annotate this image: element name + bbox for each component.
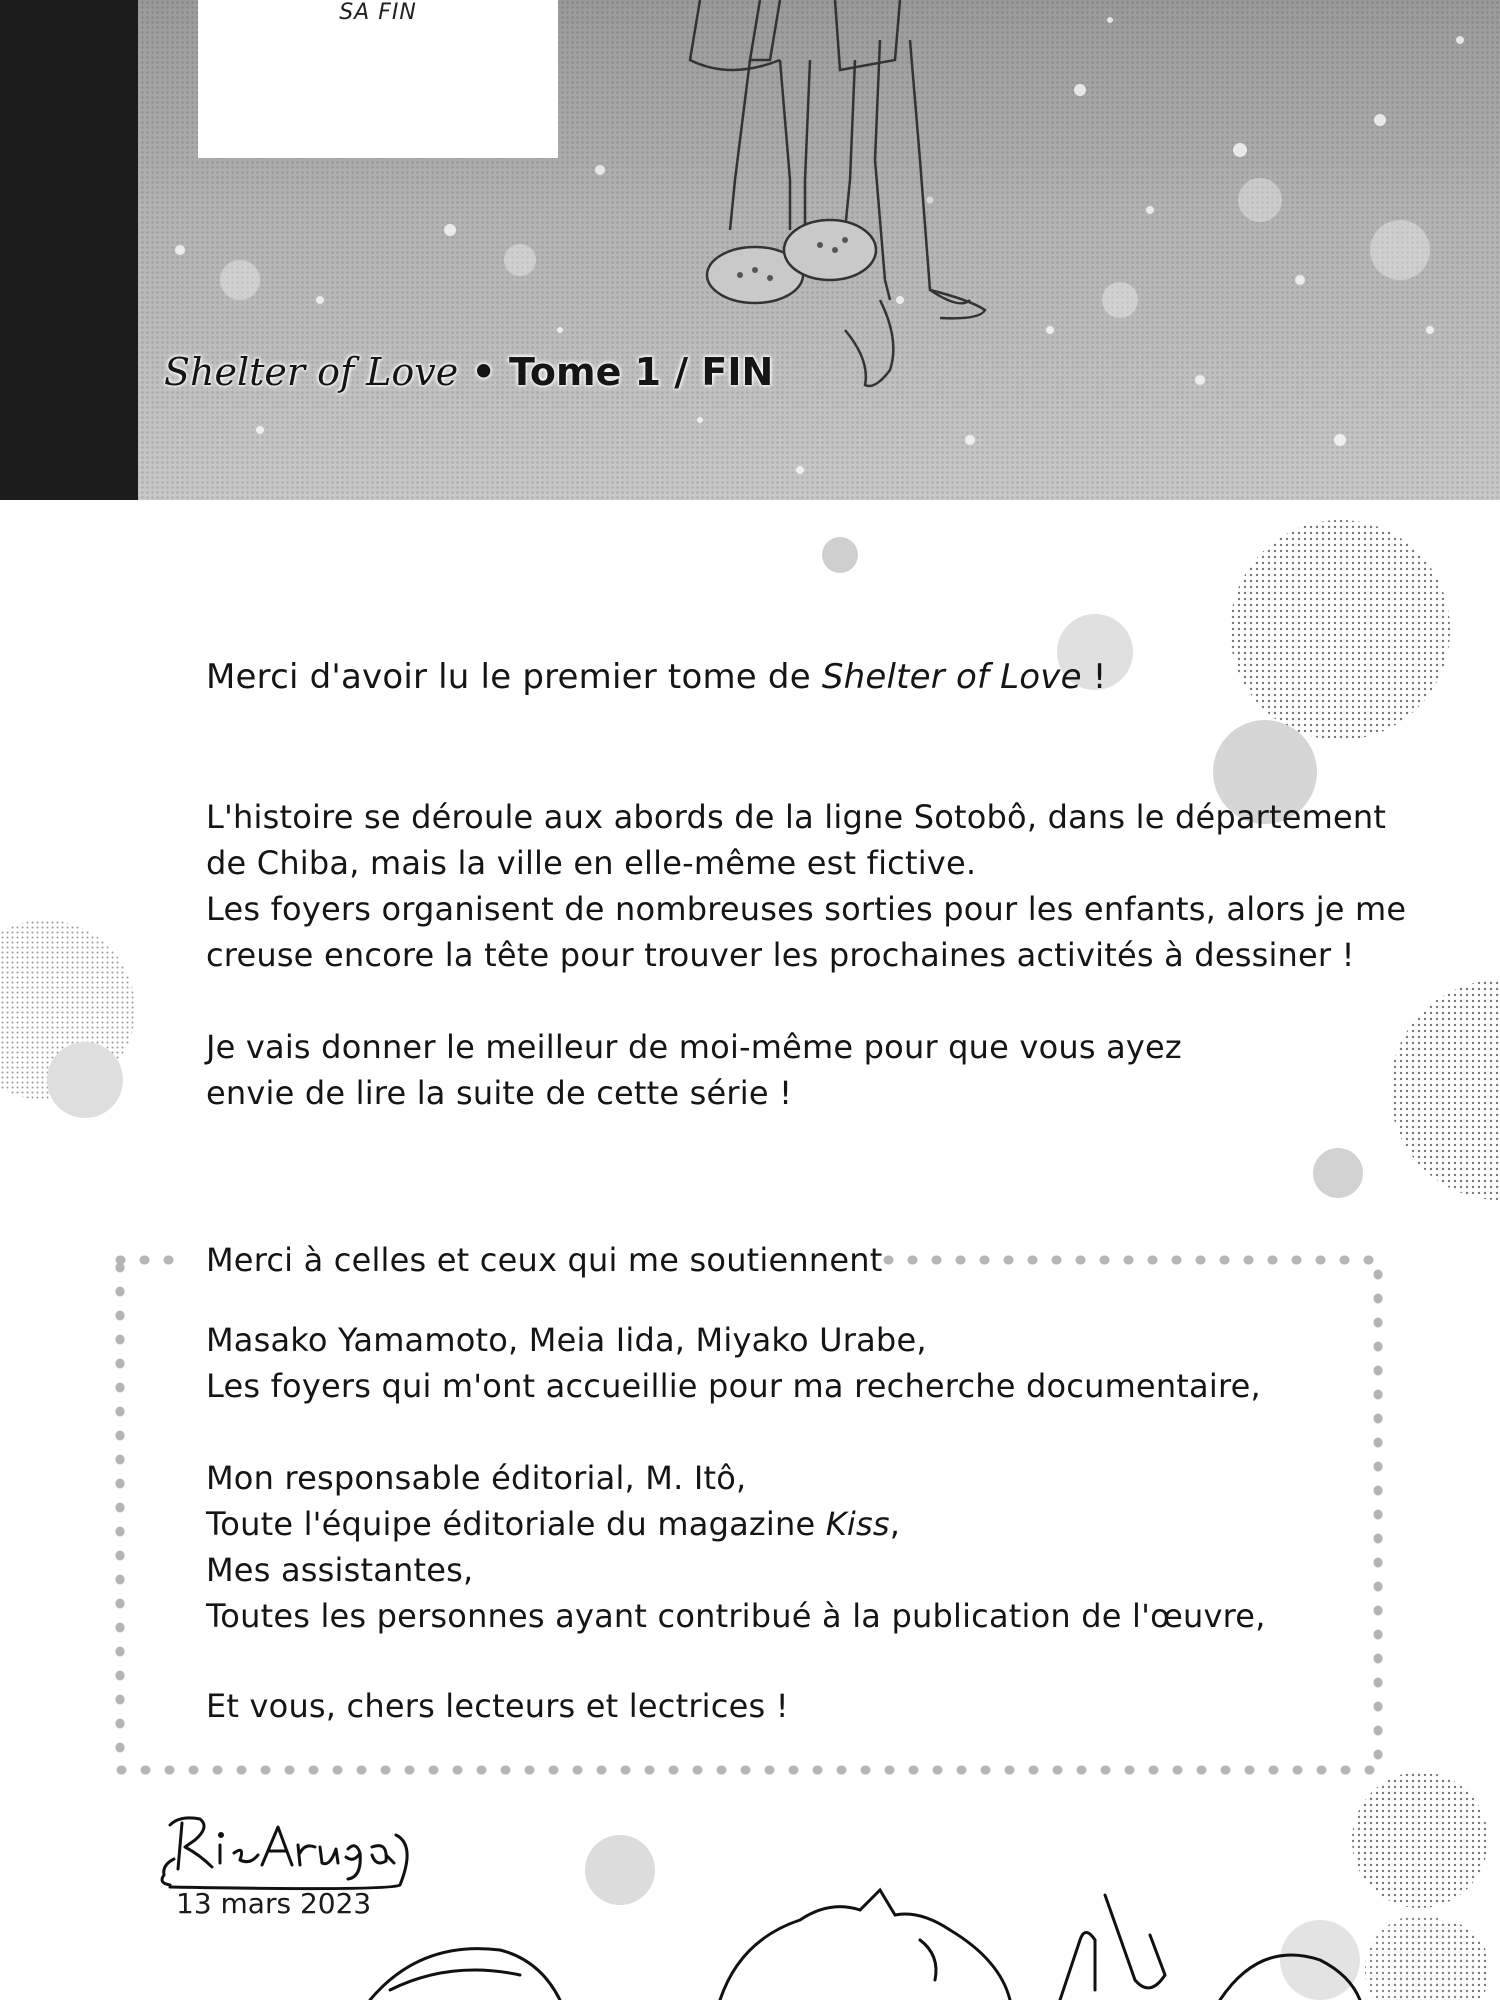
names-paragraph xyxy=(206,1317,1261,1409)
grey-circle xyxy=(822,537,858,573)
promise-line: envie de lire la suite de cette série ! xyxy=(206,1074,793,1112)
manga-panel xyxy=(0,0,1500,500)
magazine-line-after: , xyxy=(889,1505,901,1543)
promise-paragraph xyxy=(206,1024,1182,1116)
grey-circle xyxy=(1313,1148,1363,1198)
speech-text: SA FIN xyxy=(339,0,417,25)
end-caption-series: Shelter of Love xyxy=(164,350,459,394)
readers-paragraph xyxy=(206,1683,789,1729)
character-sketch-illustration xyxy=(360,1880,1500,2000)
names-line: Masako Yamamoto, Meia Iida, Miyako Urabe, xyxy=(206,1321,927,1359)
story-line: Les foyers organisent de nombreuses sorties pour les enfants, alors je me xyxy=(206,890,1407,928)
thanks-paragraph xyxy=(206,654,1107,700)
assistants-line: Mes assistantes, xyxy=(206,1551,474,1589)
thanks-line xyxy=(206,654,1107,700)
story-line: creuse encore la tête pour trouver les prochaines activités à dessiner ! xyxy=(206,936,1355,974)
team-paragraph xyxy=(206,1455,1266,1639)
halftone-circle xyxy=(1230,520,1450,740)
names-line: Les foyers qui m'ont accueillie pour ma recherche documentaire, xyxy=(206,1367,1261,1405)
support-heading xyxy=(206,1237,882,1283)
magazine-name: Kiss xyxy=(825,1505,890,1543)
grey-circle xyxy=(47,1042,123,1118)
story-line: de Chiba, mais la ville en elle-même est fictive. xyxy=(206,844,977,882)
letter-date: 13 mars 2023 xyxy=(176,1887,372,1920)
thanks-line-title: Shelter of Love xyxy=(821,657,1082,697)
thanks-line-before: Merci d'avoir lu le premier tome de xyxy=(206,657,822,697)
readers-line: Et vous, chers lecteurs et lectrices ! xyxy=(206,1687,789,1725)
contributors-line: Toutes les personnes ayant contribué à la publication de l'œuvre, xyxy=(206,1597,1266,1635)
end-caption xyxy=(164,350,773,394)
promise-line: Je vais donner le meilleur de moi-même pour que vous ayez xyxy=(206,1028,1182,1066)
thanks-line-after: ! xyxy=(1081,657,1107,697)
magazine-line xyxy=(206,1501,1266,1547)
halftone-circle xyxy=(1390,980,1500,1200)
end-caption-separator: • xyxy=(458,350,509,394)
speech-box xyxy=(198,0,558,158)
end-caption-volume: Tome 1 / FIN xyxy=(509,350,774,394)
editor-line: Mon responsable éditorial, M. Itô, xyxy=(206,1459,747,1497)
support-heading-text: Merci à celles et ceux qui me soutiennent xyxy=(206,1241,883,1279)
magazine-line-before: Toute l'équipe éditoriale du magazine xyxy=(206,1505,826,1543)
story-line: L'histoire se déroule aux abords de la ligne Sotobô, dans le département xyxy=(206,798,1387,836)
story-paragraph xyxy=(206,794,1406,978)
